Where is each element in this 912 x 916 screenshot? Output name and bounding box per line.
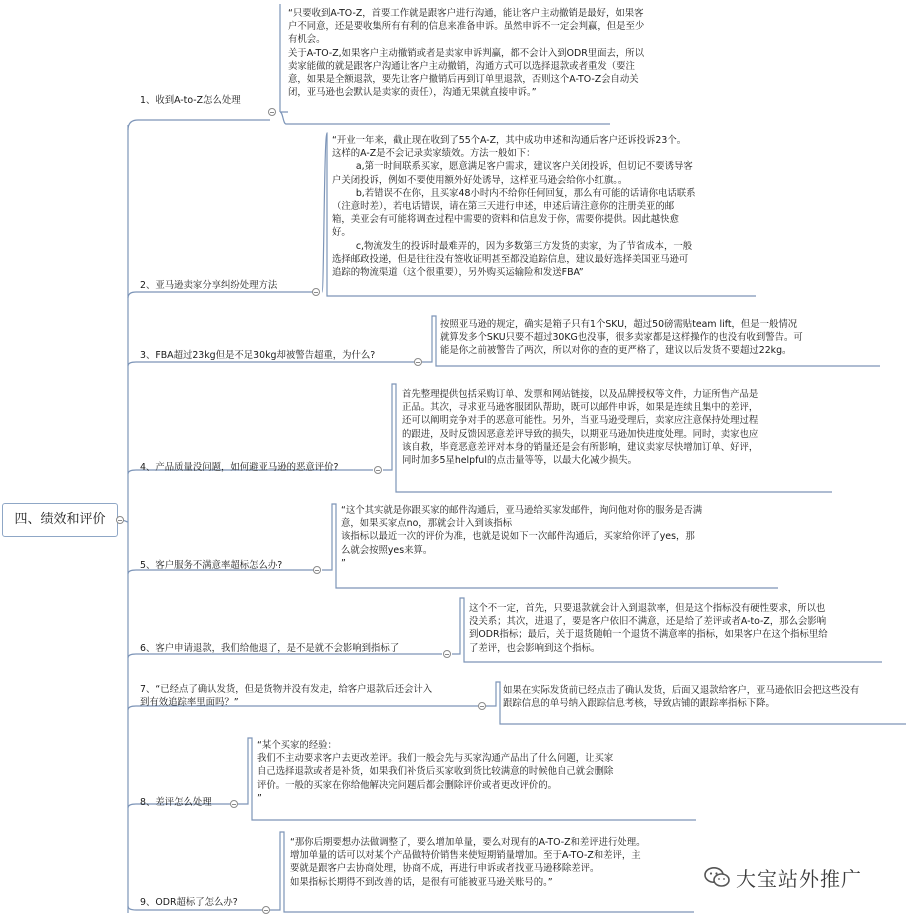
collapse-icon-4[interactable] bbox=[374, 466, 382, 474]
question-5[interactable]: 5、客户服务不满意率超标怎么办? bbox=[140, 560, 283, 571]
collapse-icon-5[interactable] bbox=[313, 566, 321, 574]
collapse-icon-1[interactable] bbox=[268, 108, 276, 116]
collapse-icon-6[interactable] bbox=[443, 650, 451, 658]
collapse-icon-7[interactable] bbox=[478, 702, 486, 710]
answer-4: 首先整理提供包括采购订单、发票和网站链接，以及品牌授权等文件，力证所售产品是 正品。其次，寻求亚马逊客服团队帮助，既可以邮件申诉，如果是连续且集中的差评， 还可以阐明竞争对手的恶意可能性。另外，当亚马逊受理后，卖家应注意保持处理过程 的跟进，及时反馈因恶意差评导致的损失，以期亚马逊加快进度处理。同时，卖家也应 该自救，毕竟恶意差评对本身的销量还是会有所影响，建议卖家尽快增加订单、好评， 同时加多5星helpful的点击量等等，以最大化减少损失。 bbox=[402, 389, 759, 467]
collapse-icon-9[interactable] bbox=[262, 906, 270, 914]
question-8[interactable]: 8、差评怎么处理 bbox=[140, 797, 212, 808]
collapse-icon-2[interactable] bbox=[312, 288, 320, 296]
answer-6: 这个不一定，首先，只要退款就会计入到退款率，但是这个指标没有硬性要求，所以也 没关系；其次，进退了，要是客户依旧不满意，还是给了差评或者A-to-Z，那么会影响 到ODR指标；最后，关于退货随帕一个退货不满意率的指标，如果客户在这个指标里给 了差评，也会影响到这个指标。 bbox=[469, 603, 828, 654]
question-4[interactable]: 4、产品质量没问题，如何避亚马逊的恶意评价? bbox=[140, 462, 339, 473]
question-7[interactable]: 7、“已经点了确认发货，但是货物并没有发走，给客户退款后还会计入 到有效追踪率里面吗？” bbox=[140, 684, 433, 708]
question-1[interactable]: 1、收到A-to-Z怎么处理 bbox=[140, 95, 241, 106]
answer-3: 按照亚马逊的规定，确实是箱子只有1个SKU，超过50磅需贴team lift，但是一般情况 就算发多个SKU只要不超过30KG也没事，很多卖家都是这样操作的也没有收到警告。可 能是你之前被警告了两次，所以对你的查的更严格了，建议以后发货不要超过22kg。 bbox=[440, 319, 803, 357]
question-6[interactable]: 6、客户申请退款，我们给他退了，是不是就不会影响到指标了 bbox=[140, 643, 400, 654]
collapse-icon-8[interactable] bbox=[230, 800, 238, 808]
collapse-icon-3[interactable] bbox=[414, 358, 422, 366]
root-collapse-icon[interactable] bbox=[116, 516, 124, 524]
watermark-text: 大宝站外推广 bbox=[736, 866, 862, 891]
question-2[interactable]: 2、亚马逊卖家分享纠纷处理方法 bbox=[140, 280, 278, 291]
root-node[interactable]: 四、绩效和评价 bbox=[2, 503, 118, 537]
wechat-icon bbox=[704, 866, 730, 888]
question-9[interactable]: 9、ODR超标了怎么办? bbox=[140, 897, 238, 908]
answer-2: “开业一年来，截止现在收到了55个A-Z，其中成功申述和沟通后客户还诉投诉23个。 这样的A-Z是不会记录卖家绩效。方法一般如下： a,第一时间联系买家，愿意满足客户需求，建议客户关闭投诉，但切记不要诱导客 户关闭投诉，例如不要使用额外好处诱导，这样亚马逊会给你小红旗。。 b,若错误不在你，且买家48小时内不给你任何回复，那么有可能的话请你电话联系 （注意时差），若电话错误，请在第三天进行申述，申述后请注意你的注册美亚的邮 箱，美亚会有可能将调查过程中需要的资料和信息发于你，需要你提供。因此越快愈 好。 c,物流发生的投诉时最难弄的，因为多数第三方发货的卖家，为了节省成本，一般 选择邮政投递，但是往往没有签收证明甚至都没追踪信息，建议最好选择美国亚马逊可 追踪的物流渠道（这个很重要），另外购买运输险和发送FBA” bbox=[332, 135, 696, 279]
question-3[interactable]: 3、FBA超过23kg但是不足30kg却被警告超重，为什么? bbox=[140, 350, 376, 361]
answer-8: “某个买家的经验： 我们不主动要求客户去更改差评。我们一般会先与买家沟通产品出了什么问题，让买家 自己选择退款或者是补货，如果我们补货后买家收到货比较满意的时候他自己就会删除 评价。一般的买家在你给他解决完问题后都会删除评价或者更改评价的。 ” bbox=[257, 740, 614, 804]
answer-9: “那你后期要想办法做调整了，要么增加单量，要么对现有的A-TO-Z和差评进行处理。 增加单量的话可以对某个产品做特价销售来使短期销量增加。至于A-TO-Z和差评，主 要就是跟客户去协商处理，协商不成，再进行申诉或者找亚马逊移除差评。 如果指标长期得不到改善的话，是很有可能被亚马逊关账号的。” bbox=[290, 837, 646, 888]
answer-7: 如果在实际发货前已经点击了确认发货，后面又退款给客户，亚马逊依旧会把这些没有 跟踪信息的单号纳入跟踪信息考核，导致店铺的跟踪率指标下降。 bbox=[503, 685, 860, 710]
watermark bbox=[704, 862, 862, 892]
answer-1: “只要收到A-TO-Z，首要工作就是跟客户进行沟通，能让客户主动撤销是最好，如果客 户不同意，还是要收集所有有利的信息来准备申诉。虽然申诉不一定会判赢，但是至少 有机会。 关于A-TO-Z,如果客户主动撤销或者是卖家申诉判赢，都不会计入到ODR里面去，所以 卖家能做的就是跟客户沟通让客户主动撤销，沟通方式可以选择退款或者重发（要注 意，如果是全额退款，要先让客户撤销后再到订单里退款，否则这个A-TO-Z会自动关 闭，亚马逊也会默认是卖家的责任），沟通无果就直接申诉。” bbox=[288, 8, 645, 99]
answer-5: “这个其实就是你跟买家的邮件沟通后，亚马逊给买家发邮件，询问他对你的服务是否满 意，如果买家点no，那就会计入到该指标 该指标以最近一次的评价为准，也就是说如下一次邮件沟通后，买家给你评了yes，那 么就会按照yes来算。 ” bbox=[341, 505, 703, 569]
